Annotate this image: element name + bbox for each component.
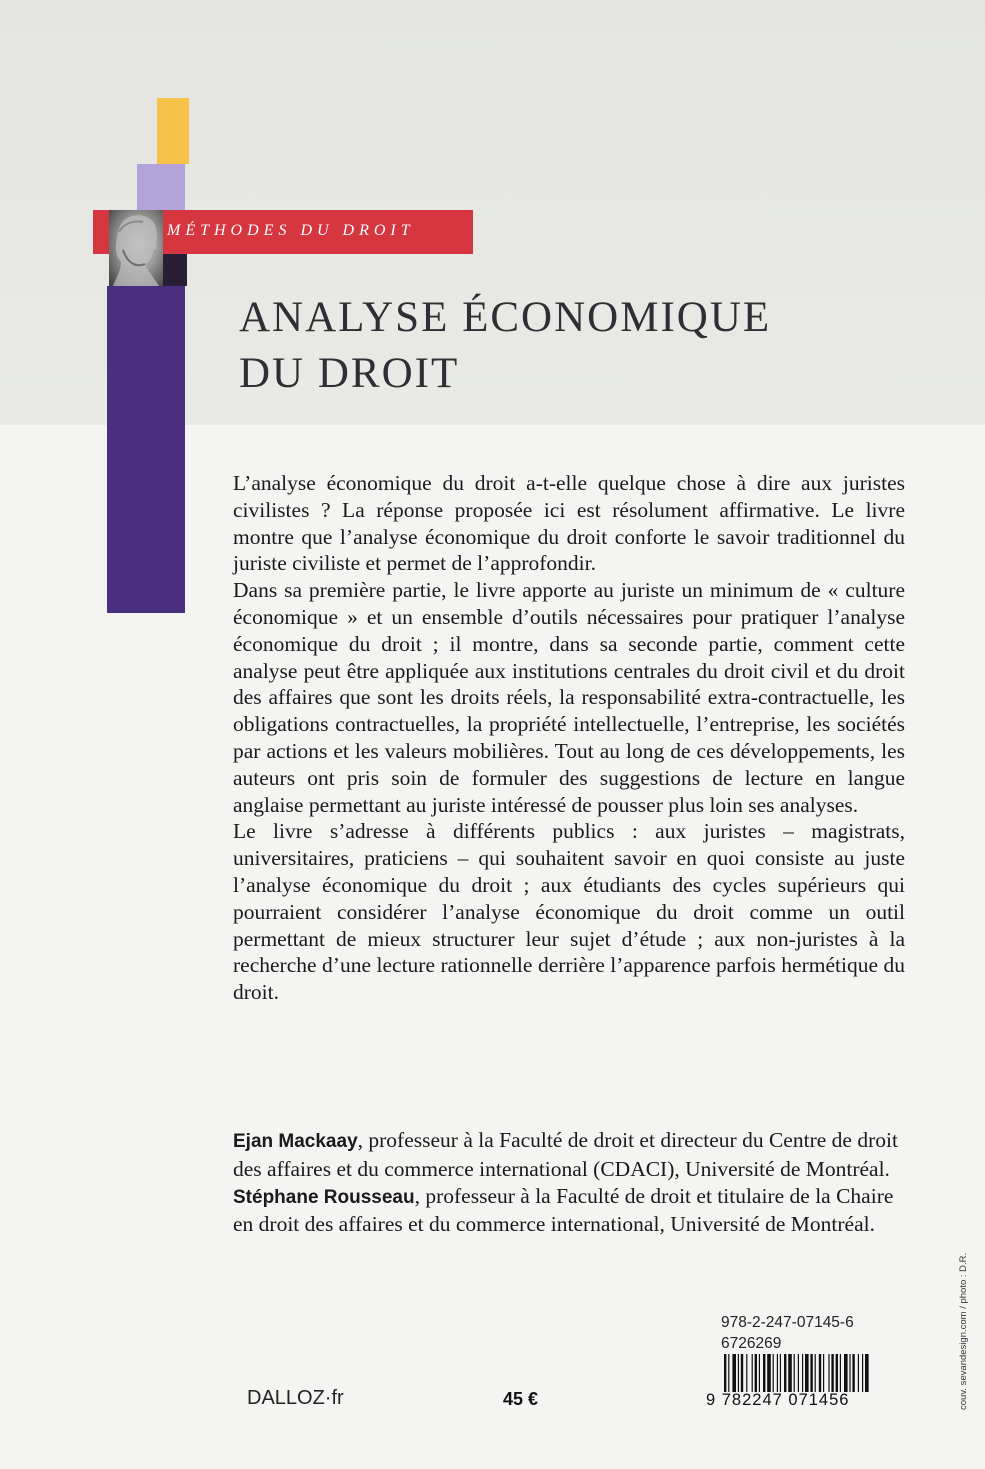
isbn-block — [721, 1312, 901, 1354]
decor-purple-bar — [107, 286, 185, 613]
author-2-bio: , professeur à la Faculté de droit et titulaire de la Chaire en droit des affaires et du commerce international, Université de Montréal. — [233, 1183, 894, 1237]
barcode-stripe — [862, 1354, 863, 1392]
barcode-stripe — [794, 1354, 795, 1392]
decor-yellow-bar — [157, 98, 189, 164]
barcode-stripe — [777, 1354, 778, 1392]
barcode-stripe — [840, 1354, 841, 1392]
product-code: 6726269 — [721, 1335, 782, 1352]
barcode-stripe — [805, 1354, 809, 1392]
publisher-logo: DALLOZ·fr — [247, 1387, 344, 1409]
barcode-stripe — [738, 1354, 739, 1392]
back-cover-blurb — [233, 470, 905, 1006]
book-title-line-1: ANALYSE ÉCONOMIQUE — [239, 294, 772, 341]
barcode-stripe — [788, 1354, 792, 1392]
barcode-stripe — [836, 1354, 838, 1392]
barcode-stripe — [844, 1354, 848, 1392]
barcode-stripe — [819, 1354, 821, 1392]
isbn-number: 978-2-247-07145-6 — [721, 1314, 854, 1331]
barcode-stripe — [780, 1354, 781, 1392]
author-2 — [233, 1183, 905, 1239]
barcode-stripe — [828, 1354, 829, 1392]
decor-lilac-bar — [137, 164, 185, 210]
barcode-stripe — [755, 1354, 757, 1392]
blurb-paragraph-3: Le livre s’adresse à différents publics : aux juristes – magistrats, universitaires, praticiens – qui souhaitent savoir en quoi consiste au juste l’analyse économique du droit ; aux étudiants des cycles supérieurs qui pourraient considérer l’analyse économique du droit comme un outil permettant de mieux structurer leur sujet d’étude ; aux non-juristes à la recherche d’une lecture rationnelle derrière l’apparence parfois hermétique du droit. — [233, 819, 905, 1005]
photo-credit: couv. sevandesign.com / photo : D.R. — [958, 1252, 969, 1410]
author-1 — [233, 1127, 905, 1183]
barcode-stripe — [831, 1354, 833, 1392]
barcode-stripe — [815, 1354, 816, 1392]
barcode-stripe — [741, 1354, 743, 1392]
barcode-stripe — [865, 1354, 869, 1392]
barcode-stripe — [852, 1354, 854, 1392]
barcode-stripe — [724, 1354, 726, 1392]
author-2-name: Stéphane Rousseau — [233, 1186, 415, 1208]
barcode-stripe — [759, 1354, 760, 1392]
barcode-stripe — [784, 1354, 786, 1392]
price: 45 € — [503, 1389, 539, 1409]
author-bios — [233, 1127, 905, 1238]
author-1-name: Ejan Mackaay — [233, 1131, 358, 1152]
barcode-stripe — [728, 1354, 729, 1392]
barcode-number: 9 782247 071456 — [706, 1391, 850, 1409]
author-1-bio: , professeur à la Faculté de droit et directeur du Centre de droit des affaires et du commerce international (CDACI), Université de Montréal. — [233, 1128, 898, 1181]
barcode-stripe — [849, 1354, 850, 1392]
barcode-stripe — [802, 1354, 803, 1392]
barcode-stripe — [732, 1354, 736, 1392]
blurb-paragraph-1: L’analyse économique du droit a-t-elle quelque chose à dire aux juristes civilistes ? La réponse proposée ici est résolument affirmative. Le livre montre que l’analyse économique du droit conforte le savoir traditionnel du juriste civiliste et permet de l’approfondir. — [233, 471, 905, 576]
blurb-paragraph-2: Dans sa première partie, le livre apporte au juriste un minimum de « culture économique » et un ensemble d’outils nécessaires pour pratiquer l’analyse économique du droit ; il montre, dans sa seconde partie, comment cette analyse peut être appliquée aux institutions centrales du droit civil et du droit des affaires que sont les droits réels, la responsabilité extra-contractuelle, les obligations contractuelles, la propriété intellectuelle, l’entreprise, les sociétés par actions et les valeurs mobilières. Tout au long de ces développements, les auteurs ont pris soin de formuler des suggestions de lecture en langue anglaise permettant au juriste intéressé de pousser plus loin ses analyses. — [233, 578, 905, 817]
book-title-line-2: DU DROIT — [239, 350, 460, 397]
barcode-stripe — [767, 1354, 771, 1392]
book-title — [239, 290, 771, 402]
series-label: MÉTHODES DU DROIT — [167, 222, 415, 239]
barcode-stripe — [752, 1354, 753, 1392]
barcode-stripe — [746, 1354, 747, 1392]
barcode-stripe — [823, 1354, 824, 1392]
barcode-stripe — [798, 1354, 799, 1392]
barcode-stripe — [810, 1354, 812, 1392]
barcode-stripe — [858, 1354, 859, 1392]
bust-portrait-icon — [109, 210, 163, 286]
barcode-stripe — [763, 1354, 765, 1392]
barcode-stripe — [773, 1354, 774, 1392]
